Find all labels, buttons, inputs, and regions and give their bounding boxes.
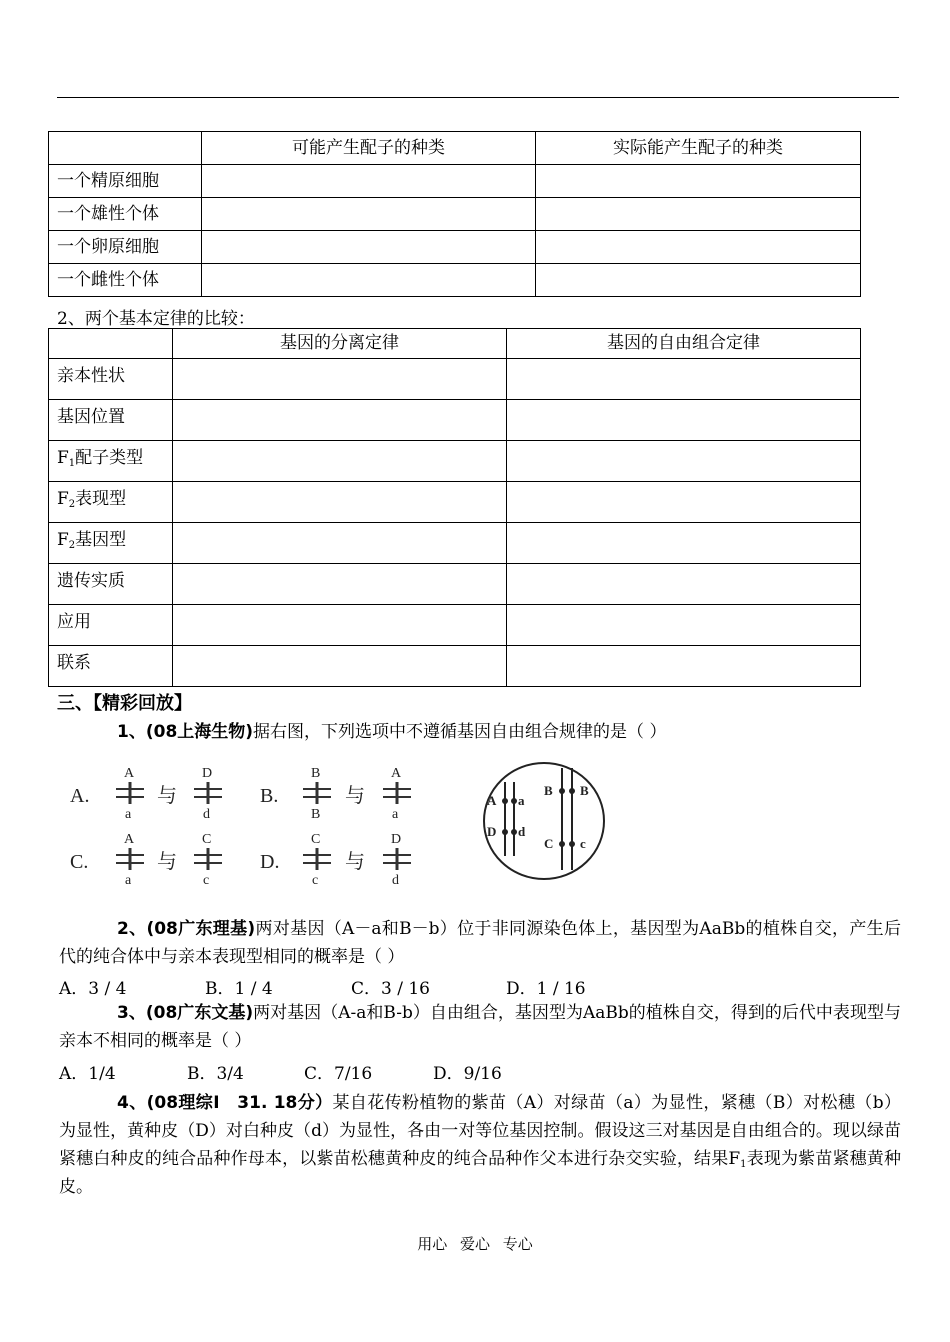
connector-text: 与 [345, 851, 365, 873]
table-row [49, 231, 861, 264]
q3-option-b[interactable]: B．3/4 [187, 1064, 244, 1084]
svg-text:B: B [311, 766, 321, 781]
chromosome-pair [383, 832, 411, 888]
q1-text: 据右图，下列选项中不遵循基因自由组合规律的是（ ） [253, 722, 667, 742]
row-label: 联系 [49, 646, 173, 687]
table-row [49, 165, 861, 198]
table-row [49, 198, 861, 231]
q4-text: 某自花传粉植物的紫苗（A）对绿苗（a）为显性，紧穗（B）对松穗（b）为显性，黄种皮（D）对白种皮（d）为显性，各由一对等位基因控制。假设这三对基因是自由组合的。现以绿苗紧穗白种皮的纯合品种作母本，以紫苗松穗黄种皮的纯合品种作父本进行杂交实验，结果F [59, 1093, 901, 1169]
q3-number: 3、 [117, 1003, 146, 1023]
svg-text:d: d [518, 824, 526, 839]
answer-cell[interactable] [536, 264, 861, 297]
answer-cell[interactable] [507, 359, 861, 400]
answer-cell[interactable] [173, 359, 507, 400]
question-3 [59, 999, 901, 1055]
svg-text:A: A [391, 766, 402, 781]
page-footer: 用心 爱心 专心 [417, 1235, 533, 1253]
q1-options-figure [60, 758, 440, 890]
table1-header-actual: 实际能产生配子的种类 [536, 132, 861, 165]
table-row [49, 605, 861, 646]
q2-option-d[interactable]: D．1 / 16 [506, 979, 586, 999]
q4-source: (08理综Ⅰ 31. 18分） [146, 1093, 333, 1113]
answer-cell[interactable] [536, 231, 861, 264]
table2-corner [49, 329, 173, 359]
svg-text:B: B [311, 807, 321, 822]
q3-option-c[interactable]: C．7/16 [304, 1064, 373, 1084]
chromosome-pair [303, 766, 331, 822]
row-label: $F_1$配子类型 [49, 441, 173, 482]
answer-cell[interactable] [507, 523, 861, 564]
answer-cell[interactable] [173, 523, 507, 564]
answer-cell[interactable] [202, 198, 536, 231]
q1-source: (08上海生物) [145, 722, 254, 742]
answer-cell[interactable] [202, 231, 536, 264]
table-row [49, 646, 861, 687]
answer-cell[interactable] [202, 264, 536, 297]
section3-title: 三、【精彩回放】 [57, 693, 192, 714]
answer-cell[interactable] [173, 605, 507, 646]
answer-cell[interactable] [173, 646, 507, 687]
option-a-label: A. [70, 785, 90, 807]
question-1 [117, 717, 666, 742]
q3-source: (08广东文基) [145, 1003, 254, 1023]
cell-diagram [480, 760, 612, 884]
connector-text: 与 [157, 851, 177, 873]
svg-text:B: B [544, 783, 553, 798]
row-label: 一个雌性个体 [49, 264, 202, 297]
row-label: 一个雄性个体 [49, 198, 202, 231]
q3-option-a[interactable]: A．1/4 [59, 1064, 116, 1084]
gamete-types-table [48, 131, 861, 297]
row-label: 遗传实质 [49, 564, 173, 605]
answer-cell[interactable] [202, 165, 536, 198]
q2-number: 2、 [117, 919, 147, 939]
header-rule [57, 97, 899, 98]
svg-text:C: C [202, 832, 212, 847]
chromosome-pair [116, 766, 144, 822]
svg-text:A: A [124, 832, 135, 847]
svg-text:B: B [580, 783, 589, 798]
q2-option-b[interactable]: B．1 / 4 [205, 979, 273, 999]
q4-text-end: 表现为紫苗紧穗黄种皮。 [59, 1149, 901, 1197]
svg-text:C: C [544, 836, 554, 851]
q3-text: 两对基因（A-a和B-b）自由组合，基因型为AaBb的植株自交，得到的后代中表现型与亲本不相同的概率是（ ） [59, 1003, 901, 1051]
svg-text:D: D [391, 832, 402, 847]
table-row [49, 441, 861, 482]
section2-title: 2、两个基本定律的比较： [57, 309, 255, 329]
q1-number: 1、 [117, 722, 146, 742]
q2-text: 两对基因（A－a和B－b）位于非同源染色体上，基因型为AaBb的植株自交，产生后代的纯合体中与亲本表现型相同的概率是（ ） [59, 919, 901, 967]
answer-cell[interactable] [536, 165, 861, 198]
svg-text:a: a [125, 873, 132, 888]
q3-options [59, 1059, 502, 1084]
q2-options [59, 974, 586, 999]
option-b-label: B. [260, 785, 279, 807]
svg-text:d: d [392, 873, 399, 888]
option-d-label: D. [260, 851, 280, 873]
table-row [49, 482, 861, 523]
q4-number: 4、 [117, 1093, 147, 1113]
option-c-label: C. [70, 851, 89, 873]
table2-header-independent: 基因的自由组合定律 [507, 329, 861, 359]
connector-text: 与 [157, 785, 177, 807]
answer-cell[interactable] [173, 564, 507, 605]
answer-cell[interactable] [536, 198, 861, 231]
table-row [49, 400, 861, 441]
answer-cell[interactable] [507, 482, 861, 523]
table1-header-possible: 可能产生配子的种类 [202, 132, 536, 165]
svg-text:a: a [392, 807, 399, 822]
answer-cell[interactable] [507, 646, 861, 687]
row-label: 应用 [49, 605, 173, 646]
answer-cell[interactable] [173, 400, 507, 441]
svg-text:d: d [203, 807, 210, 822]
table-row [49, 523, 861, 564]
answer-cell[interactable] [507, 564, 861, 605]
answer-cell[interactable] [173, 441, 507, 482]
svg-text:C: C [311, 832, 321, 847]
answer-cell[interactable] [507, 400, 861, 441]
question-4 [59, 1089, 901, 1201]
row-label: $F_2$基因型 [49, 523, 173, 564]
svg-text:a: a [125, 807, 132, 822]
chromosome-pair [116, 832, 144, 888]
svg-text:D: D [487, 824, 497, 839]
row-label: 亲本性状 [49, 359, 173, 400]
table2-header-segregation: 基因的分离定律 [173, 329, 507, 359]
chromosome-pair [194, 832, 222, 888]
chromosome-pair [303, 832, 331, 888]
answer-cell[interactable] [173, 482, 507, 523]
row-label: $F_2$表现型 [49, 482, 173, 523]
law-comparison-table [48, 328, 861, 687]
svg-text:a: a [518, 793, 525, 808]
table1-corner [49, 132, 202, 165]
svg-text:c: c [312, 873, 319, 888]
table-row [49, 564, 861, 605]
row-label: 基因位置 [49, 400, 173, 441]
svg-text:c: c [580, 836, 586, 851]
svg-text:c: c [203, 873, 210, 888]
question-2 [59, 915, 901, 971]
svg-text:D: D [202, 766, 213, 781]
answer-cell[interactable] [507, 605, 861, 646]
svg-text:A: A [487, 793, 497, 808]
chromosome-pair [383, 766, 411, 822]
q4-subscript: 1 [740, 1159, 747, 1170]
q2-option-c[interactable]: C．3 / 16 [351, 979, 430, 999]
table-row [49, 359, 861, 400]
cell-membrane [484, 763, 604, 879]
table-row [49, 264, 861, 297]
row-label: 一个精原细胞 [49, 165, 202, 198]
row-label: 一个卵原细胞 [49, 231, 202, 264]
answer-cell[interactable] [507, 441, 861, 482]
connector-text: 与 [345, 785, 365, 807]
q2-option-a[interactable]: A．3 / 4 [59, 979, 127, 999]
svg-text:A: A [124, 766, 135, 781]
q3-option-d[interactable]: D．9/16 [433, 1064, 502, 1084]
q2-source: (08广东理基) [146, 919, 256, 939]
chromosome-pair [194, 766, 222, 822]
